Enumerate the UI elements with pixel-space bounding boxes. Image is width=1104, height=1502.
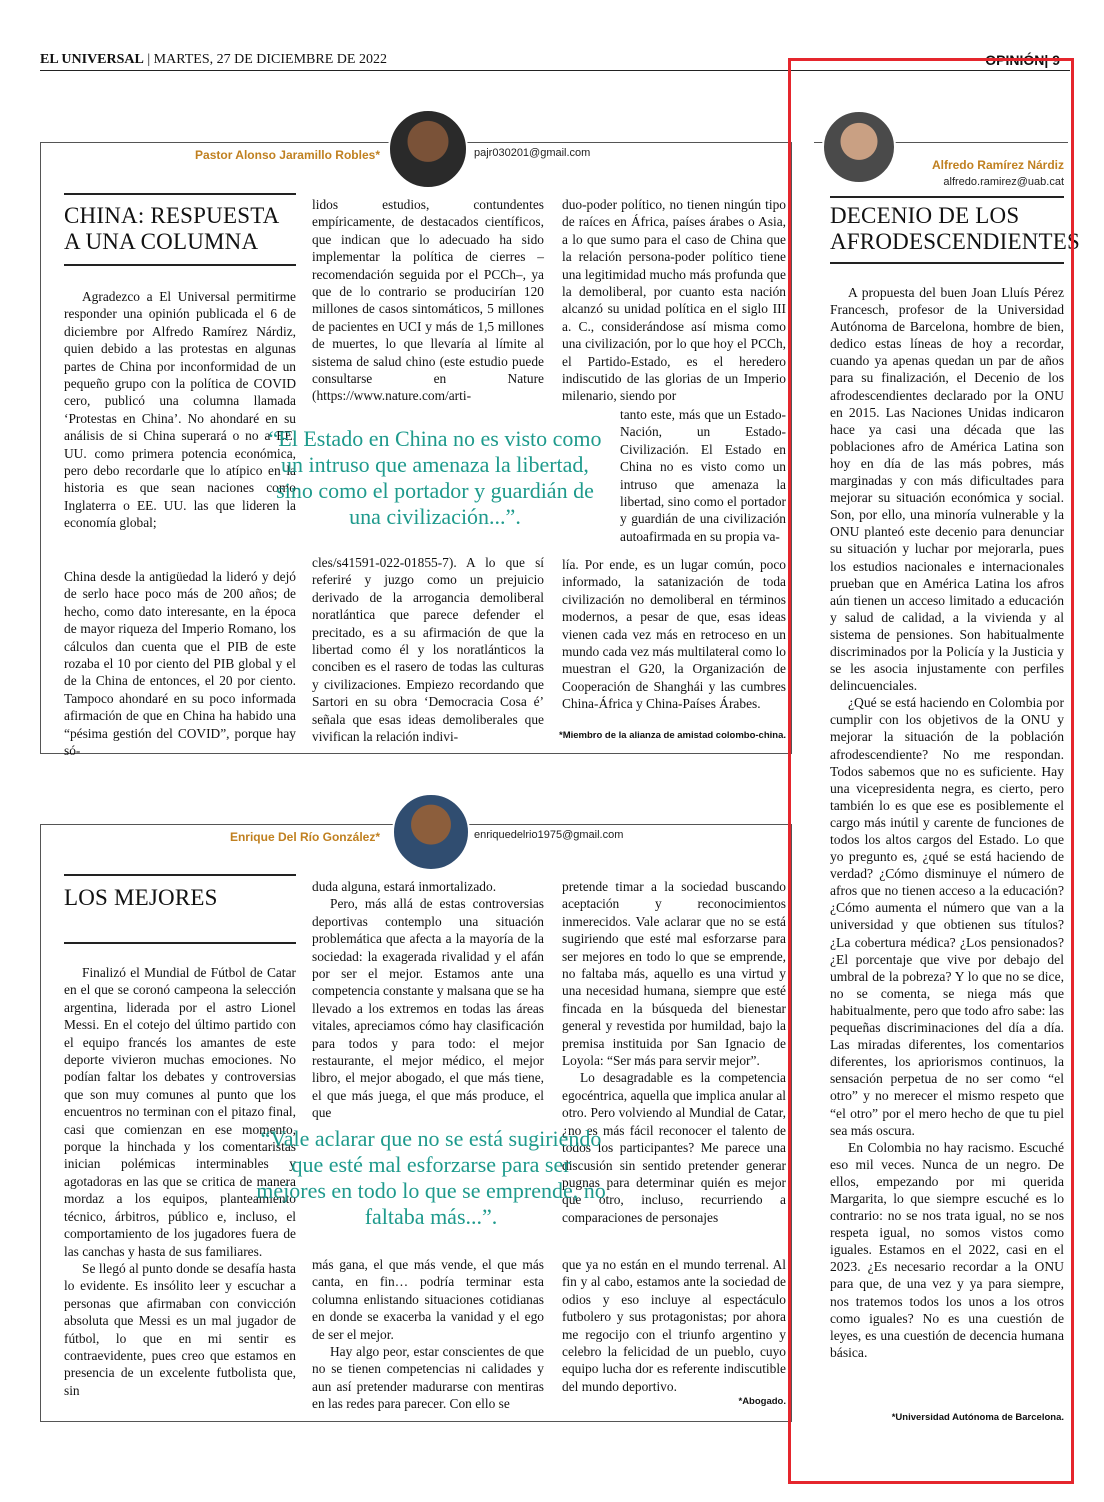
article2-col3-top: pretende timar a la sociedad buscando aceptación y reconocimientos inmerecidos. Vale aclarar que no se está sugiriendo que esté mal esforzarse para ser mejores en todo lo que se emprende, no faltaba más, aquello es una virtud y una necesidad humana, siempre que esté fincada en la búsqueda del bienestar general y revestida por humildad, bajo la premisa instituida por San Ignacio de Loyola: “Ser más para servir mejor”. Lo desagradable es la competencia egocéntrica, aquella que implica anular al otro. Pero volviendo al Mundial de Catar, ¿no es más fácil reconocer el talento de todos los participantes? Me parece una discusión sin sentido pretender generar pugnas para determinar quién es mejor que otro, incluso, recurriendo a comparaciones de personajes [562,879,786,1225]
article1-col1-top: Agradezco a El Universal permitirme responder una opinión publicada el 6 de diciembre por Alfredo Ramírez Nárdiz, quien debido a las protestas en algunas partes de China por inconformidad de un pequeño grupo con la política de COVID cero, publicó una columna llamada ‘Protestas en China’. No ahondaré en su análisis de si China superará o no a EE. UU. como primera potencia económica, pero debo recordarle que lo atípico en la historia es que sean naciones como Inglaterra o EE. UU. las que lideren la economía global; [64,289,296,531]
article1-col1-bottom: China desde la antigüedad la lideró y dejó de serlo hace poco más de 200 años; de hecho, como dato interesante, en la época de mayor riqueza del Imperio Romano, los cálculos dan cuenta que el PIB de este rozaba el 10 por ciento del PIB global y el de la China de entonces, el 20 por ciento. Tampoco ahondaré en su poco informada afirmación de que en China ha habido una “pésima gestión del COVID”, porque hay só- [64,569,296,759]
author-name: Pastor Alonso Jaramillo Robles* [195,148,380,162]
article1-col2-bottom: cles/s41591-022-01855-7). A lo que sí referiré y juzgo como un prejuicio derivado de la arrogancia demoliberal noratlántica que parece defender el precitado, es a su afirmación de que la libertad como él y los noratlánticos la conciben es el rasero de todas las culturas y civilizaciones. Empiezo recordando que Sartori en su obra ‘Democracia Cosa é’ señala que esas ideas demoliberales que vivifican la relación indivi- [312,555,544,745]
article2-col1: Finalizó el Mundial de Fútbol de Catar en el que se coronó campeona la selección argentina, liderada por el astro Lionel Messi. En el cotejo del último partido con el equipo francés los amantes de este deporte vivieron muchas emociones. No podían faltar los debates y controversias que son muy comunes al punto que los encuentros no terminan con el pitazo final, casi que comienzan en ese momento, porque la hinchada y los comentaristas inician polémicas interminables y agotadoras en las que se critica de manera mordaz a los equipos, planteamiento técnico, árbitros, público e, incluso, el comportamiento de los jugadores fuera de las canchas y hasta de sus familiares. Se llegó al punto donde se desafía hasta lo evidente. Es insólito leer y escuchar a personas que afirmaban con convicción absoluta que Messi es un mal jugador de fútbol, lo que en mi sentir es contraevidente, pues creo que estamos en presencia de un excelente futbolista que, sin [64,965,296,1398]
pull-quote-china: “El Estado en China no es visto como un intruso que amenaza la libertad, sino como el portador y guardián de una civilización...”. [268,426,602,529]
author-name: Enrique Del Río González* [229,830,380,844]
article2-col2-top: duda alguna, estará inmortalizado. Pero, más allá de estas controversias deportivas contemplo una situación problemática que afecta a la mayoría de la sociedad: la exagerada rivalidad y el afán por ser el mejor. Estamos ante una competencia constante y malsana que se ha llevado a los extremos en todas las áreas vitales, apreciamos cómo hay clasificación para todos y para todo: el mejor restaurante, el mejor médico, el mejor libro, el mejor abogado, el que más tiene, el que más juega, el que más produce, el que [312,879,545,1121]
headline-mejores: LOS MEJORES [64,885,218,910]
headline-rule-top [64,874,296,876]
headline-rule-bottom [64,942,296,944]
article1-col3-bottom: lía. Por ende, es un lugar común, poco informado, la satanización de toda civilización no demoliberal en términos modernos, a pesar de que, esas ideas vienen cada vez más en retroceso en un mundo cada vez más multilateral como lo muestran el G20, la Organización de Cooperación de Shanghái y las cumbres China-África y China-Países Árabes. [562,557,786,712]
article1-footnote: *Miembro de la alianza de amistad colombo-china. [559,730,786,741]
article1-col3-mid: tanto este, más que un Estado-Nación, un Estado-Civilización. El Estado en China no es visto como un intruso que amenaza la libertad, sino como el portador y guardián de una civilización autoafirmada en su propia va- [620,407,786,544]
author-name: Alfredo Ramírez Nárdiz [931,158,1064,172]
article1-col3-top: duo-poder político, no tienen ningún tipo de raíces en África, países árabes o Asia, a lo que sumo para el caso de China que la relación persona-poder político tiene una legitimidad mucho más profunda que la demoliberal, por cuanto esta nación alcanzó su unidad política en el siglo III a. C., considerándose así misma como una civilización, por lo que hoy el PCCh, el Partido-Estado, es el heredero indiscutido de las glorias de un Imperio milenario, siendo por [562,197,786,404]
article1-col2-top: lidos estudios, contundentes empíricamente, de destacados científicos, que indican que lo adecuado ha sido implementar la política de cierres –recomendación seguida por el PCCh–, ya que de lo contrario se producirían 120 millones de casos sintomáticos, 5 millones de pacientes en UCI y más de 1,5 millones de muertes, lo que llevaría al límite al sistema de salud chino (este estudio puede consultarse en Nature (https://www.nature.com/arti- [312,197,544,404]
article3-body: A propuesta del buen Joan Lluís Pérez Francesch, profesor de la Universidad Autónoma de Barcelona, hombre de bien, dedico estas líneas de hoy a recordar, cuando ya apenas quedan un par de años para su finalización, el Decenio de los afrodescendientes declarado por la ONU en 2015. Las Naciones Unidas indicaron hace ya casi una década que las poblaciones afro de América Latina son hoy en día de las más pobres, más marginadas y con más dificultades para mejorar su situación económica y social. Son, por ello, una minoría vulnerable y la ONU planteó este decenio para denunciar su situación y luchar por mejorarla, pues los estudios nacionales e internacionales prueban que en América Latina los afros aún tienen un acceso limitado a educación y salud de calidad, a la vivienda y al sistema de pensiones. Son habitualmente discriminados por la Policía y la Justicia y se les asocia injustamente con perfiles delincuenciales. ¿Qué se está haciendo en Colombia por cumplir con los objetivos de la ONU y mejorar la situación de la población afrodescendiente? No me respondan. Todos sabemos que no es suficiente. Hay una vicepresidenta negra, es cierto, pero también lo es que ese es posiblemente el cargo más inútil y carente de funciones de todos los altos cargos del Estado. Lo que yo pregunto es, ¿qué se está haciendo de verdad? ¿Cómo disminuye el número de afros que no tienen acceso a la educación? ¿Cómo aumenta el número que van a la universidad y que obtienen sus títulos? ¿La cobertura médica? ¿Los pensionados? ¿El porcentaje que vive por debajo del umbral de la pobreza? Y lo que no se dice, no se comenta, se niega más que habitualmente, pero que todo afro sabe: las pequeñas discriminaciones del día a día. Las miradas diferentes, los comentarios diferentes, los apriorismos continuos, la sensación perpetua de no ser como “el otro” y no merecer el mismo respeto que “el otro” por el mero hecho de que tu piel sea más oscura. En Colombia no hay racismo. Escuché eso mil veces. Nunca de un negro. De ellos, empezando por mi querida Margarita, lo que siempre escuché es lo contrario: no se nos trata igual, no se nos respeta igual, no somos vistos como iguales. Estamos en el 2022, casi en el 2023. ¿Es necesario recordar a la ONU para que, de una vez y ya para siempre, nos tratemos todos los unos a los otros como iguales? No es una cuestión de leyes, es una cuestión de decencia humana básica. [830,285,1064,1360]
author-photo-delrio [392,793,470,871]
pull-quote-mejores: “Vale aclarar que no se está sugiriendo que esté mal esforzarse para ser mejores en todo lo que se emprende, no faltaba más...”. [256,1126,606,1229]
article2-col2-bottom: más gana, el que más vende, el que más canta, en fin… podría terminar esta columna enlistando situaciones cotidianas en donde se exacerba la vanidad y el ego de ser el mejor. Hay algo peor, estar conscientes de que no se tienen competencias ni calidades y aun así pretender madurarse con mentiras en las redes para parecer. Con ello se [312,1257,544,1412]
author-email: alfredo.ramirez@uab.cat [943,176,1064,188]
masthead-section: OPINIÓN| 9 [985,52,1060,68]
article2-footnote: *Abogado. [738,1396,786,1407]
headline-decenio: DECENIO DE LOS AFRODESCENDIENTES [830,203,1081,254]
headline-rule-top [64,193,296,195]
article2-col3-bottom: que ya no están en el mundo terrenal. Al fin y al cabo, estamos ante la sociedad de odios y eso incluye al espectáculo futbolero y sus protagonistas; por ahora me regocijo con el triunfo argentino y celebro la felicidad de un pueblo, cuyo equipo lucha dor es referente indiscutible del mundo deportivo. [562,1257,786,1394]
headline-rule-bottom [64,264,296,266]
author-photo-jaramillo [388,109,468,189]
headline-china: CHINA: RESPUESTA A UNA COLUMNA [64,203,280,254]
author-email: enriquedelrio1975@gmail.com [474,829,624,841]
masthead-paper-name: EL UNIVERSAL [40,52,144,67]
article3-footnote: *Universidad Autónoma de Barcelona. [891,1412,1064,1423]
masthead-date: | MARTES, 27 DE DICIEMBRE DE 2022 [147,52,387,67]
highlight-frame [788,58,1081,1484]
author-email: pajr030201@gmail.com [474,147,591,159]
